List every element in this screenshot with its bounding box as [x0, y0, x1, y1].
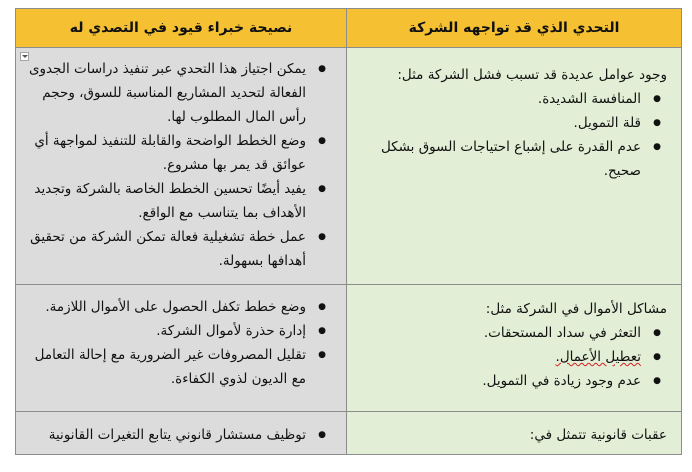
list-item [357, 345, 667, 369]
list-item: ● التعثر في سداد المستحقات. [357, 321, 667, 345]
list-item: ● وضع خطط تكفل الحصول على الأموال اللازمة. [26, 295, 332, 319]
list-item-text: تعطيل الأعمال. [555, 349, 641, 365]
list-item: ● يمكن اجتياز هذا التحدي عبر تنفيذ دراسات الجدوى الفعالة لتحديد المشاريع المناسبة للسوق، وحجم رأس المال المطلوب لها. [26, 57, 332, 129]
advice-list [26, 423, 332, 447]
list-item: ● إدارة حذرة لأموال الشركة. [26, 319, 332, 343]
advice-table [15, 8, 682, 455]
challenge-intro: وجود عوامل عديدة قد تسبب فشل الشركة مثل: [397, 67, 667, 83]
table-row [16, 48, 681, 284]
list-item: ● قلة التمويل. [357, 111, 667, 135]
list-item: ● المنافسة الشديدة. [357, 87, 667, 111]
list-item: ● توظيف مستشار قانوني يتابع التغيرات القانونية [26, 423, 332, 447]
challenge-intro: عقبات قانونية تتمثل في: [529, 427, 667, 443]
challenge-intro: مشاكل الأموال في الشركة مثل: [485, 301, 667, 317]
challenge-cell[interactable] [346, 285, 681, 411]
table-header-row [16, 9, 681, 47]
advice-cell[interactable] [16, 48, 346, 284]
list-item: ● يفيد أيضًا تحسين الخطط الخاصة بالشركة وتجديد الأهداف بما يتناسب مع الواقع. [26, 177, 332, 225]
header-advice [16, 9, 346, 47]
header-advice-label: نصيحة خبراء قيود في التصدي له [69, 20, 293, 36]
advice-list [26, 295, 332, 391]
table-row [16, 285, 681, 411]
list-item: ● تقليل المصروفات غير الضرورية مع إحالة التعامل مع الديون لذوي الكفاءة. [26, 343, 332, 391]
list-item: ● وضع الخطط الواضحة والقابلة للتنفيذ لمواجهة أي عوائق قد يمر بها مشروع. [26, 129, 332, 177]
list-item: ● عدم وجود زيادة في التمويل. [357, 369, 667, 393]
list-item: ● عدم القدرة على إشباع احتياجات السوق بشكل صحيح. [357, 135, 667, 183]
advice-list [26, 57, 332, 273]
challenge-list [357, 321, 667, 393]
header-challenge [346, 9, 681, 47]
challenge-cell[interactable] [346, 48, 681, 284]
table-row [16, 412, 681, 454]
header-challenge-label: التحدي الذي قد تواجهه الشركة [408, 20, 620, 36]
advice-cell[interactable] [16, 412, 346, 454]
list-item: ● عمل خطة تشغيلية فعالة تمكن الشركة من تحقيق أهدافها بسهولة. [26, 225, 332, 273]
challenge-cell[interactable] [346, 412, 681, 454]
challenge-list [357, 87, 667, 183]
advice-cell[interactable] [16, 285, 346, 411]
